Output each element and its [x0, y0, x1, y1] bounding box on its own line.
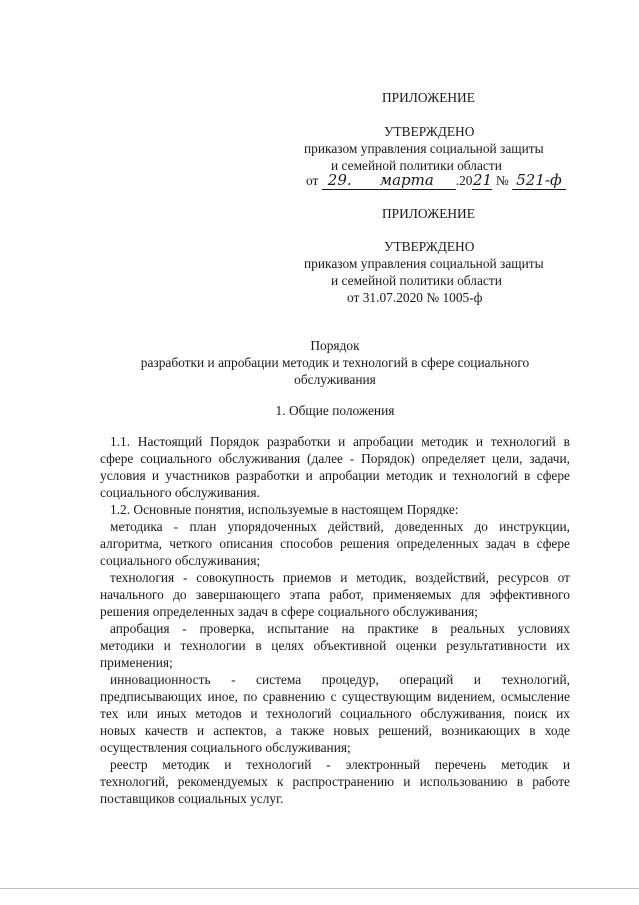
text-line: инновационность - система процедур, операций и технологий,: [110, 672, 570, 687]
text-line: методика - план упорядоченных действий, доведенных до инструкции,: [110, 519, 570, 534]
text-line: социального обслуживания.: [100, 485, 260, 500]
definition-method: [100, 518, 570, 569]
handwritten-month: марта: [358, 172, 456, 190]
approved-label-new: УТВЕРЖДЕНО: [384, 124, 475, 139]
text-line: осуществления социального обслуживания;: [100, 740, 351, 755]
approved-label-old: УТВЕРЖДЕНО: [384, 239, 475, 254]
text-line: 1.2. Основные понятия, используемые в настоящем Порядке:: [110, 502, 459, 517]
date-year-prefix: .20: [455, 173, 473, 188]
text-line: новых качеств и аспектов, а также новых решений, возникающих в ходе: [100, 723, 570, 738]
handwritten-year: 21: [472, 171, 493, 189]
date-prefix: от: [306, 173, 319, 188]
appendix-label-new: ПРИЛОЖЕНИЕ: [382, 90, 475, 105]
approver-line2-old: и семейной политики области: [331, 273, 502, 288]
definition-registry: [100, 756, 570, 807]
text-line: апробация - проверка, испытание на практике в реальных условиях: [110, 621, 570, 636]
text-line: технология - совокупность приемов и методик, воздействий, ресурсов от: [110, 570, 570, 585]
text-line: предписывающих иное, по сравнению с существующим видением, осмысление: [100, 689, 570, 704]
appendix-label-old: ПРИЛОЖЕНИЕ: [382, 206, 475, 221]
section-body: [100, 433, 570, 807]
text-line: применения;: [100, 655, 173, 670]
order-date-old: от 31.07.2020 № 1005-ф: [347, 290, 483, 305]
order-date-line-new: [306, 172, 566, 190]
handwritten-day: 29.: [322, 172, 358, 190]
approver-line1-new: приказом управления социальной защиты: [304, 141, 544, 156]
definition-technology: [100, 569, 570, 620]
section-heading: 1. Общие положения: [275, 403, 395, 418]
document-subtitle-line1: разработки и апробации методик и технологий в сфере социального: [140, 355, 530, 370]
text-line: реестр методик и технологий - электронный перечень методик и: [110, 757, 570, 772]
page-edge-divider: [0, 888, 639, 889]
text-line: социального обслуживания;: [100, 553, 261, 568]
document-title: Порядок: [310, 338, 360, 353]
text-line: 1.1. Настоящий Порядок разработки и апробации методик и технологий в: [110, 434, 570, 449]
text-line: условия и участников разработки и апробации методик и технологий в сфере: [100, 468, 570, 483]
handwritten-order-number: 521-ф: [512, 172, 566, 190]
approver-line1-old: приказом управления социальной защиты: [304, 256, 544, 271]
text-line: начального до завершающего этапа работ, применяемых для эффективного: [100, 587, 570, 602]
text-line: сфере социального обслуживания (далее - Порядок) определяет цели, задачи,: [100, 451, 570, 466]
text-line: тех или иных методов и технологий социального обслуживания, поиск их: [100, 706, 570, 721]
text-line: решения определенных задач в сфере социального обслуживания;: [100, 604, 478, 619]
definition-approbation: [100, 620, 570, 671]
paragraph-1-2: [100, 501, 570, 518]
text-line: методики и технологии в целях объективной оценки результативности их: [100, 638, 570, 653]
definition-innovativeness: [100, 671, 570, 756]
number-sign: №: [495, 173, 509, 188]
approver-line2-new: и семейной политики области: [331, 158, 502, 173]
text-line: технологий, рекомендуемых к распространению и использованию в работе: [100, 774, 570, 789]
document-subtitle-line2: обслуживания: [294, 372, 376, 387]
text-line: поставщиков социальных услуг.: [100, 791, 284, 806]
text-line: алгоритма, четкого описания способов решения определенных задач в сфере: [100, 536, 570, 551]
paragraph-1-1: [100, 433, 570, 501]
